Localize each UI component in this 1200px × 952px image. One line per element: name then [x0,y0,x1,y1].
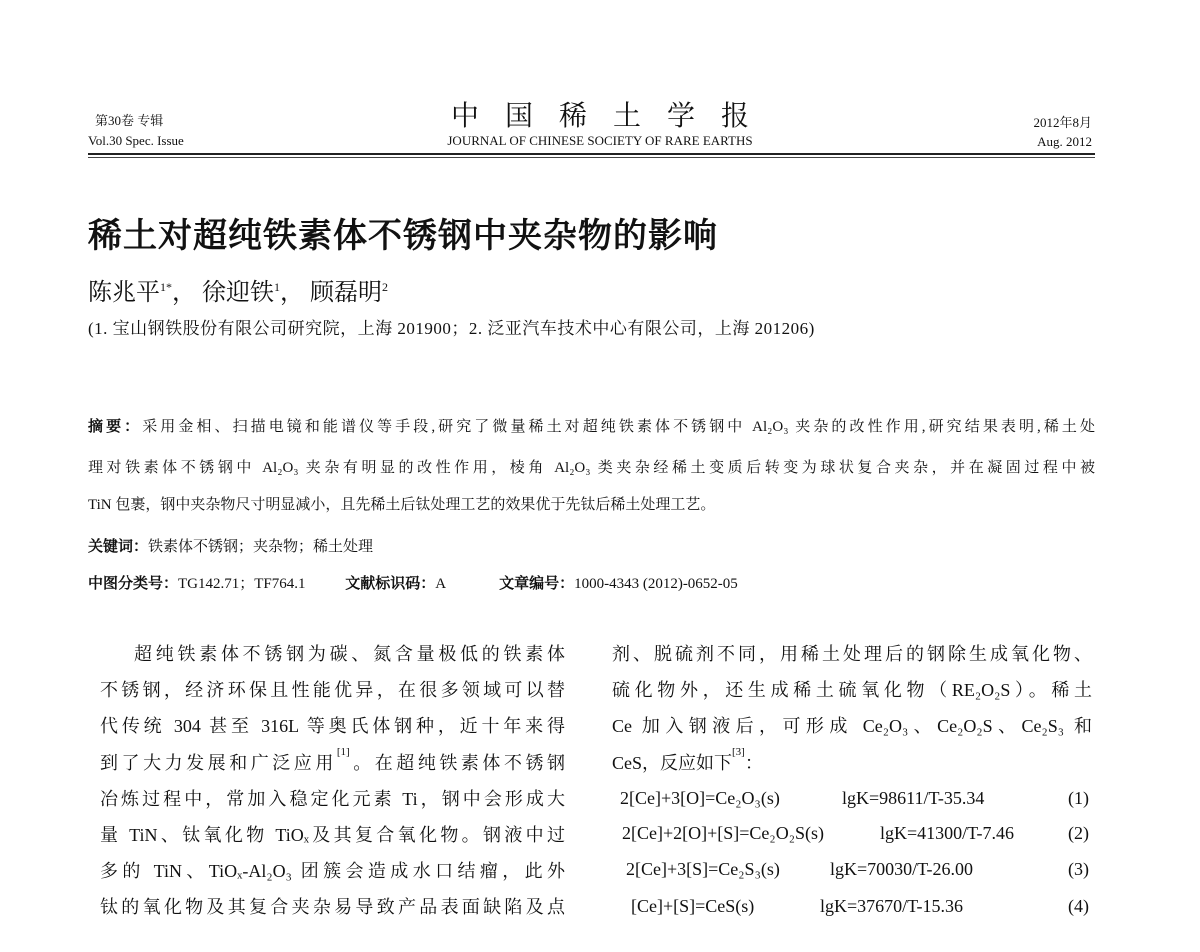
equation-lgk: lgK=37670/T-15.36 [820,896,963,916]
doc-code-label: 文献标识码： [345,574,436,592]
article-no-value: 1000-4343 (2012)-0652-05 [574,576,738,592]
author-mark: 1 [274,280,280,294]
abstract-text: 采用金相、扫描电镜和能谱仪等手段,研究了微量稀土对超纯铁素体不锈钢中 Al₂O₃ 夹杂的改性作用,研究结果表明,稀土处 [142,419,1095,435]
author-name: 陈兆平 [88,280,160,306]
body-text-line: Ce 加入钢液后，可形成 Ce₂O₃、Ce₂O₂S、Ce₂S₃ 和 [612,716,1092,736]
author-mark: 2 [382,280,388,294]
volume-en: Vol.30 Spec. Issue [88,133,184,148]
body-text-line: 量 TiN、钛氧化物 TiOₓ及其复合氧化物。钢液中过 [100,825,565,845]
body-text-line [100,746,566,775]
abstract-label: 摘要： [88,417,143,435]
article-no-label: 文章编号： [499,574,575,592]
author-mark: 1* [160,280,172,294]
body-text-line: 不锈钢，经济环保且性能优异，在很多领域可以替 [100,680,565,700]
body-text: 。在超纯铁素体不锈钢 [349,753,566,773]
body-text-line: 钛的氧化物及其复合夹杂易导致产品表面缺陷及点 [100,897,565,917]
header-rule [88,153,1095,155]
classification [88,572,738,593]
author-list [88,272,388,307]
equation-reaction: 2[Ce]+3[O]=Ce₂O₃(s) [620,788,780,808]
citation-ref: [1] [336,746,350,758]
author-name: 顾磊明 [310,280,382,306]
equation-reaction: 2[Ce]+3[S]=Ce₂S₃(s) [626,859,780,879]
equation-reaction: [Ce]+[S]=CeS(s) [631,896,755,916]
doc-code-value: A [435,576,446,592]
journal-title-en: JOURNAL OF CHINESE SOCIETY OF RARE EARTHS [447,133,753,148]
equation-lgk: lgK=98611/T-35.34 [842,788,985,808]
equation-lgk: lgK=70030/T-26.00 [830,859,973,879]
body-text: CeS，反应如下 [612,753,733,773]
keywords-label: 关键词： [88,537,149,555]
equation-reaction: 2[Ce]+2[O]+[S]=Ce₂O₂S(s) [622,823,824,843]
keywords-value: 铁素体不锈钢；夹杂物；稀土处理 [148,539,374,555]
keywords [88,535,373,556]
body-text-line: 多的 TiN、TiOₓ-Al₂O₃ 团簇会造成水口结瘤，此外 [100,861,565,881]
clc-value: TG142.71；TF764.1 [178,576,306,592]
date-en: Aug. 2012 [1037,134,1092,149]
citation-ref: [3] [732,746,745,758]
clc-label: 中图分类号： [88,574,179,592]
journal-title-cn: 中国稀土学报 [450,101,775,132]
author-separator: ， [280,280,304,306]
body-text-line [612,746,1092,775]
body-text-line: 超纯铁素体不锈钢为碳、氮含量极低的铁素体 [134,644,565,664]
author-name: 徐迎铁 [202,280,274,306]
body-text-line: 冶炼过程中，常加入稳定化元素 Ti，钢中会形成大 [100,789,565,809]
equation-number: (2) [1068,823,1089,843]
paper-title: 稀土对超纯铁素体不锈钢中夹杂物的影响 [88,216,718,256]
date-cn: 2012年8月 [1033,115,1092,130]
abstract-line: 理对铁素体不锈钢中 Al₂O₃ 夹杂有明显的改性作用，棱角 Al₂O₃ 类夹杂经稀土变质后转变为球状复合夹杂，并在凝固过程中被 [88,460,1095,476]
author-separator: ， [172,280,196,306]
equation-number: (3) [1068,859,1089,879]
abstract-line: TiN 包裹，钢中夹杂物尺寸明显减小，且先稀土后钛处理工艺的效果优于先钛后稀土处理工艺。 [88,497,716,513]
header-rule-thin [88,157,1095,158]
affiliation: (1. 宝山钢铁股份有限公司研究院，上海 201900；2. 泛亚汽车技术中心有限公司，上海 201206) [88,319,815,338]
equation-lgk: lgK=41300/T-7.46 [880,823,1014,843]
body-text-line: 代传统 304 甚至 316L 等奥氏体钢种，近十年来得 [100,716,565,736]
body-text: ： [744,753,763,773]
body-text-line: 硫化物外，还生成稀土硫氧化物（RE₂O₂S）。稀土 [612,680,1092,700]
equation-number: (4) [1068,896,1089,916]
volume-cn: 第30卷 专辑 [95,113,164,128]
body-text: 到了大力发展和广泛应用 [100,753,337,773]
body-text-line: 剂、脱硫剂不同，用稀土处理后的钢除生成氧化物、 [612,644,1092,664]
abstract-line [88,415,1095,436]
equation-number: (1) [1068,788,1089,808]
